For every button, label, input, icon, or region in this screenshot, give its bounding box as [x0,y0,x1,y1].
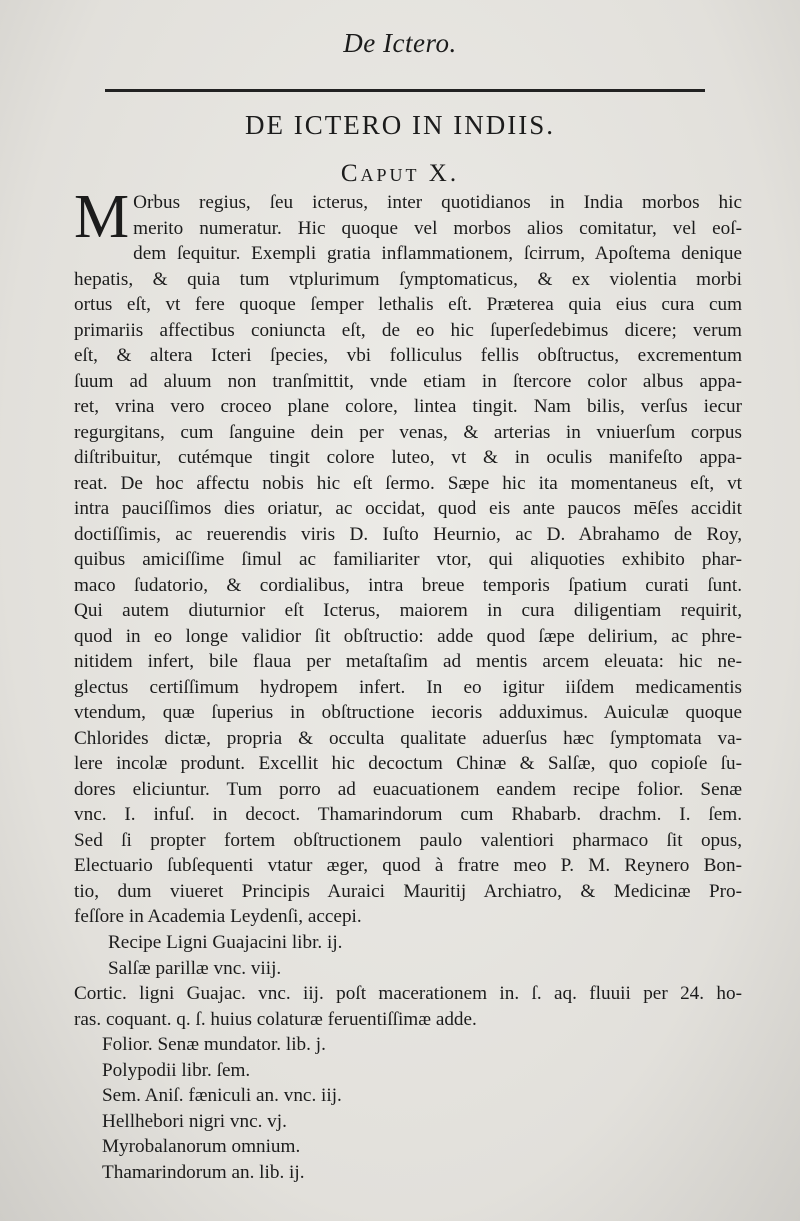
recipe-line: Recipe Ligni Guajacini libr. ij. [108,932,343,953]
text-line: diſtribuitur, cutémque tingit colore luteo, vt & in oculis manifeſto appa- [74,447,742,468]
text-line: Chlorides dictæ, propria & occulta qualitate aduerſus hæc ſymptomata va- [74,727,742,749]
text-line: merito numeratur. Hic quoque vel morbos alios comitatur, vel eoſ- [133,217,742,239]
text-line: ret, vrina vero croceo plane colore, lintea tingit. Nam bilis, verſus iecur [74,396,742,417]
text-line: feſſore in Academia Leydenſi, accepi. [74,906,362,927]
text-line: doctiſſimis, ac reuerendis viris D. Iuſto Heurnio, ac D. Abrahamo de Roy, [74,523,742,545]
text-line: lere incolæ produnt. Excellit hic decoctum Chinæ & Salſæ, quo copioſe ſu- [74,753,742,774]
recipe-line: Hellhebori nigri vnc. vj. [102,1110,287,1132]
chapter-title: DE ICTERO IN INDIIS. [245,110,555,140]
text-line: dores eliciuntur. Tum porro ad euacuationem eandem recipe folior. Senæ [74,778,742,800]
text-line: tio, dum viueret Principis Auraici Mauritij Archiatro, & Medicinæ Pro- [74,880,742,902]
main-paragraph [74,183,742,930]
recipe-line: Myrobalanorum omnium. [102,1136,301,1157]
recipe-line: Salſæ parillæ vnc. viij. [108,957,282,979]
text-line: nitidem infert, bile flaua per metaſtaſim ad mentis arcem eleuata: hic ne- [74,651,742,672]
text-line: Electuario ſubſequenti vtatur æger, quod à fratre meo P. M. Reynero Bon- [74,855,742,876]
running-head: De Ictero. [343,28,457,58]
text-line: reat. De hoc affectu nobis hic eſt ſermo. Sæpe hic ita momentaneus eſt, vt [74,472,742,494]
recipe-line: Polypodii libr. ſem. [102,1059,251,1081]
text-line: vtendum, quæ ſuperius in obſtructione iecoris adduximus. Auiculæ quoque [74,702,742,723]
recipe-line: Folior. Senæ mundator. lib. j. [102,1034,326,1055]
text-line: intra pauciſſimos dies oriatur, ac occidat, quod eis ante paucos mēſes accidit [74,498,742,519]
text-line: Sed ſi propter fortem obſtructionem paulo valentiori pharmaco ſit opus, [74,829,742,851]
header-rule [105,89,705,92]
recipe-block [74,930,742,1185]
text-line: quibus amiciſſime ſimul ac familiariter vtor, qui aliquoties exhibito phar- [74,549,742,570]
text-line: hepatis, & quia tum vtplurimum ſymptomaticus, & ex violentia morbi [74,268,742,290]
recipe-line: ras. coquant. q. ſ. huius colaturæ feruentiſſimæ adde. [74,1008,477,1030]
text-line: maco ſudatorio, & cordialibus, intra breue temporis ſpatium curati ſunt. [74,574,742,596]
chapter-number: Caput X. [340,160,460,187]
text-line: Orbus regius, ſeu icterus, inter quotidianos in India morbos hic [133,192,742,213]
text-line: dem ſequitur. Exempli gratia inflammationem, ſcirrum, Apoſtema denique [133,243,742,264]
recipe-line: Sem. Aniſ. fæniculi an. vnc. iij. [102,1085,342,1106]
recipe-line: Cortic. ligni Guajac. vnc. iij. poſt macerationem in. ſ. aq. fluuii per 24. ho- [74,983,742,1004]
recipe-line: Thamarindorum an. lib. ij. [102,1161,305,1183]
text-line: ſuum ad aluum non tranſmittit, vnde etiam in ſtercore color albus appa- [74,370,742,392]
text-line: primariis affectibus coniuncta eſt, de eo hic ſuperſedebimus dicere; verum [74,319,742,341]
text-line: quod in eo longe validior ſit obſtructio: adde quod ſæpe delirium, ac phre- [74,625,742,647]
text-line: ortus eſt, vt fere quoque ſemper lethalis eſt. Præterea quia eius cura cum [74,294,742,315]
text-line: eſt, & altera Icteri ſpecies, vbi folliculus fellis obſtructus, excrementum [74,345,742,366]
drop-cap: M [74,183,130,251]
text-line: glectus certiſſimum hydropem infert. In eo igitur iiſdem medicamentis [74,676,742,698]
text-line: vnc. I. infuſ. in decoct. Thamarindorum cum Rhabarb. drachm. I. ſem. [74,804,742,825]
text-line: Qui autem diuturnior eſt Icterus, maiorem in cura diligentiam requirit, [74,600,742,621]
text-line: regurgitans, cum ſanguine dein per venas, & arterias in vniuerſum corpus [74,421,742,443]
